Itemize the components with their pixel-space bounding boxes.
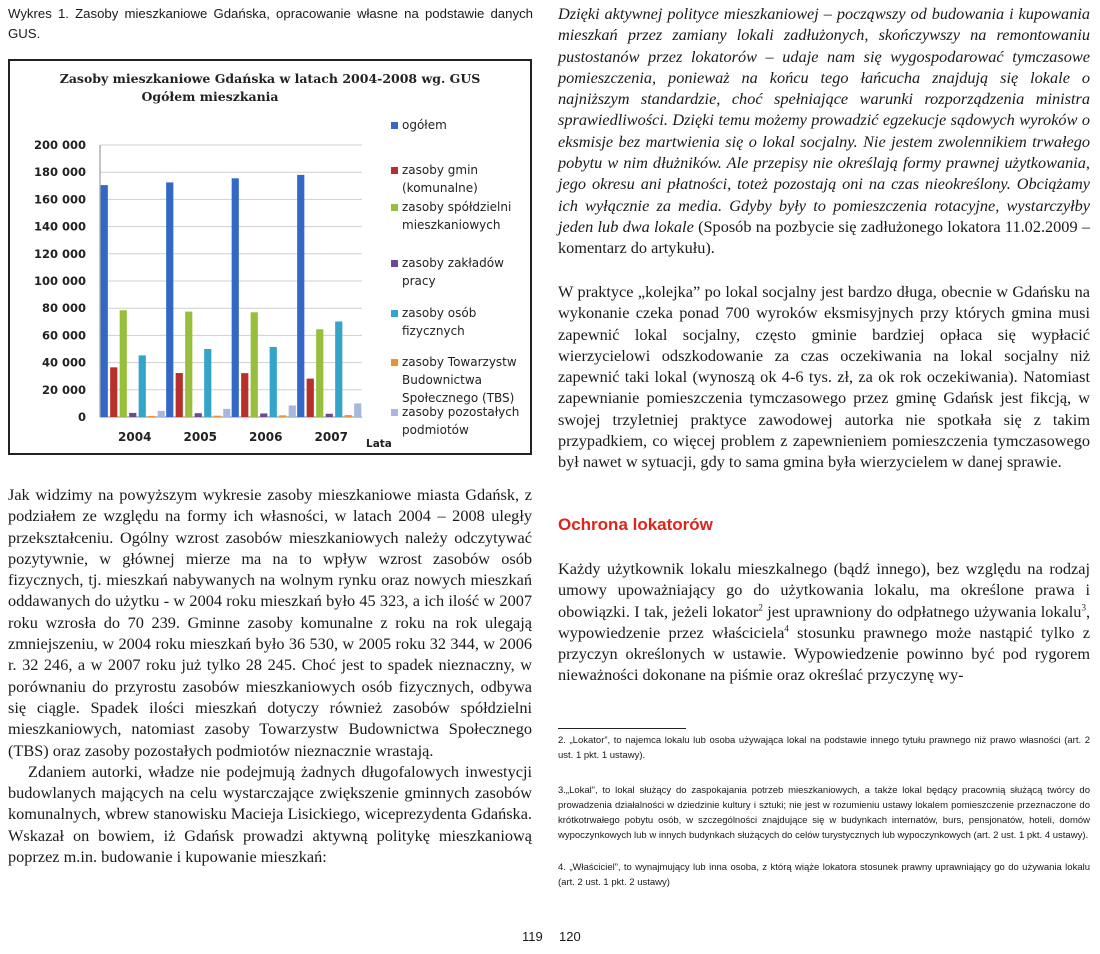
- legend-label: (komunalne): [402, 181, 478, 195]
- y-tick-label: 60 000: [41, 328, 86, 343]
- bar: [232, 178, 239, 417]
- x-tick-label: 2005: [183, 430, 217, 444]
- bar: [139, 355, 146, 417]
- left-body-text: [8, 484, 532, 867]
- quote-source: (Sposób na pozbycie się zadłużonego lokatora 11.02.2009 – komentarz do artykułu).: [558, 216, 1090, 258]
- y-tick-label: 180 000: [33, 165, 86, 180]
- quote-block: [558, 3, 1090, 259]
- legend-label: zasoby zakładów: [402, 256, 504, 270]
- chart-title: Zasoby mieszkaniowe Gdańska w latach 2004-2008 wg. GUS: [59, 71, 481, 86]
- footnote-ref-3: 3: [1081, 602, 1086, 613]
- y-tick-label: 40 000: [41, 355, 86, 370]
- bar: [326, 414, 333, 417]
- p2-text-d: stosunku prawnego może nastąpić tylko z przyczyn określonych w ustawie. Wypowiedzenie powinno być pod rygorem nieważności dokonane na piśmie oraz określać przyczynę wy-: [558, 622, 1090, 685]
- right-paragraph-1: W praktyce „kolejka” po lokal socjalny jest bardzo długa, obecnie w Gdańsku na wykonanie czeka ponad 700 wyroków eksmisyjnych przy których gmina musi zapewnić lokal socjalny, często gminie bardziej opłaca się wypłacić wierzycielowi odszkodowanie za czas oczekiwania na lokal socjalny niż zapewnić taki lokal (wynoszą ok 4-6 tys. zł, za ok rok oczekiwania). Natomiast zapewnianie pomieszczenia tymczasowego przez gminę Gdańsk jest fikcją, w swojej trzyletniej praktyce zawodowej autorka nie spotkała się z takim przypadkiem, co więcej problem z zapewnieniem pomieszczenia tymczasowego był nawet w sytuacji, gdy to sama gmina była wierzycielem w danej sprawie.: [558, 282, 1090, 472]
- bar: [110, 367, 117, 417]
- legend-label: Budownictwa: [402, 373, 483, 387]
- y-tick-label: 200 000: [33, 138, 86, 152]
- legend-label: ogółem: [402, 118, 447, 132]
- x-tick-label: 2007: [314, 430, 348, 444]
- bar: [354, 403, 361, 417]
- chart-caption: Wykres 1. Zasoby mieszkaniowe Gdańska, opracowanie własne na podstawie danych GUS.: [8, 6, 533, 41]
- legend-swatch: [391, 122, 398, 129]
- legend-label: zasoby gmin: [402, 163, 479, 177]
- legend-label: mieszkaniowych: [402, 218, 501, 232]
- footnote-3: 3.„Lokal”, to lokal służący do zaspokajania potrzeb mieszkaniowych, a także lokal będący pracownią służącą twórcy do prowadzenia działalności w dziedzinie kultury i sztuki; nie jest w rozumieniu ustawy lokalem pomieszczenie przeznaczone do krótkotrwałego pobytu osób, w szczególności znajdujące się w budynkach internatów, burs, pensjonatów, hoteli, domów wypoczynkowych lub w innych budynkach służących do celów turystycznych lub wypoczynkowych (art. 2 ust. 1 pkt. 4 ustawy).: [558, 785, 1090, 841]
- y-tick-label: 80 000: [41, 301, 86, 316]
- legend-label: fizycznych: [402, 324, 465, 338]
- legend-label: zasoby osób: [402, 306, 477, 320]
- page-number-right: 120: [559, 929, 581, 944]
- bar: [101, 185, 108, 417]
- x-tick-label: 2004: [118, 430, 152, 444]
- legend-swatch: [391, 409, 398, 416]
- p2-text-c: , wypowiedzenie przez właściciela: [558, 601, 1091, 642]
- bar: [335, 321, 342, 417]
- bar: [195, 413, 202, 417]
- bar: [214, 416, 221, 417]
- bar: [270, 347, 277, 417]
- bar: [297, 175, 304, 417]
- page-number-left: 119: [522, 929, 543, 944]
- bar: [176, 373, 183, 417]
- bar: [185, 312, 192, 417]
- bar: [251, 312, 258, 417]
- bar: [166, 182, 173, 417]
- bar: [316, 329, 323, 417]
- legend-label: pracy: [402, 274, 436, 288]
- legend-swatch: [391, 204, 398, 211]
- bar: [148, 416, 155, 417]
- right-page: [550, 0, 1100, 954]
- y-tick-label: 0: [77, 410, 86, 424]
- footnote-4: 4. „Właściciel”, to wynajmujący lub inna osoba, z którą wiąże lokatora stosunek prawny uprawniający go do używania lokalu (art. 2 ust. 1 pkt. 2 ustawy): [558, 862, 1090, 888]
- x-axis-label: Lata: [366, 438, 392, 450]
- y-tick-label: 100 000: [33, 274, 86, 288]
- legend-label: zasoby spółdzielni: [402, 200, 512, 214]
- p2-text-a: Każdy użytkownik lokalu mieszkalnego (bądź innego), bez względu na rodzaj umowy upoważniający go do użytkowania lokalu, ma określone prawa i obowiązki. I tak, jeżeli lokator: [558, 559, 1090, 621]
- chart-svg: [10, 61, 530, 453]
- bar: [289, 405, 296, 417]
- footnote-divider: [558, 728, 686, 729]
- bar: [223, 409, 230, 417]
- housing-chart: [8, 59, 532, 455]
- legend-label: Społecznego (TBS): [402, 391, 515, 405]
- legend-swatch: [391, 359, 398, 366]
- y-tick-label: 20 000: [41, 382, 86, 397]
- bar: [241, 373, 248, 417]
- y-tick-label: 120 000: [33, 246, 86, 261]
- legend-swatch: [391, 167, 398, 174]
- bar: [345, 415, 352, 417]
- footnote-ref-2: 2: [758, 602, 763, 613]
- bar: [307, 379, 314, 417]
- bar: [279, 415, 286, 417]
- legend-label: zasoby pozostałych: [402, 405, 520, 419]
- left-paragraph-1: Jak widzimy na powyższym wykresie zasoby mieszkaniowe miasta Gdańsk, z podziałem ze względu na formy ich własności, w latach 2004 – 2008 uległy przekształceniu. Ogólny wzrost zasobów mieszkaniowych należy odczytywać pozytywnie, w głównej mierze ma na to wpływ wzrost zasobów osób fizycznych, tj. mieszkań nabywanych na wolnym rynku oraz nowych mieszkań oddawanych do użytku - w 2004 roku mieszkań było 45 323, a ich ilość w 2007 roku wzrosła do 70 239. Gminne zasoby komunalne z roku na rok ulegają zmniejszeniu, w 2004 roku mieszkań było 36 530, w 2005 roku 32 344, w 2006 r. 32 246, a w 2007 roku już tylko 28 245. Choć jest to spadek nieznaczny, w porównaniu do przyrostu zasobów mieszkaniowych osób fizycznych, odbywa się ciągle. Spadek ilości mieszkań dotyczy również zasobów spółdzielni mieszkaniowych, natomiast zasoby Towarzystw Budownictwa Społecznego (TBS) oraz zasoby pozostałych podmiotów nieznacznie wrastają.: [8, 485, 532, 760]
- bar: [129, 413, 136, 417]
- footnote-ref-4: 4: [784, 623, 789, 634]
- legend-label: zasoby Towarzystw: [402, 355, 517, 369]
- left-paragraph-2: Zdaniem autorki, władze nie podejmują żadnych długofalowych inwestycji budowlanych mających na celu wystarczające zwiększenie gminnych zasobów komunalnych, wbrew stanowisku Macieja Lisickiego, wiceprezydenta Gdańska. Wskazał on bowiem, iż Gdańsk prowadzi aktywną politykę mieszkaniową poprzez m.in. budowanie i kupowanie mieszkań:: [8, 761, 532, 867]
- legend-swatch: [391, 310, 398, 317]
- p2-text-b: jest uprawniony do odpłatnego używania lokalu: [762, 601, 1082, 621]
- chart-subtitle: Ogółem mieszkania: [141, 89, 279, 104]
- section-heading: Ochrona lokatorów: [558, 515, 713, 534]
- legend-label: podmiotów: [402, 423, 469, 437]
- legend-swatch: [391, 260, 398, 267]
- right-paragraph-2: [558, 558, 1090, 686]
- bar: [120, 310, 127, 417]
- quote-italic-text: Dzięki aktywnej polityce mieszkaniowej – począwszy od budowania i kupowania mieszkań przez zamiany lokali zadłużonych, skończywszy na remontowaniu pustostanów przez lokatorów – udaje nam się wygospodarować tymczasowe pomieszczenia, ponieważ na końcu tego łańcucha znajdują się lokale o najniższym standardzie, choć spełniające warunki rozporządzenia ministra sprawiedliwości. Dzięki temu możemy prowadzić egzekucje sądowych wyroków o eksmisje bez martwienia się o lokal socjalny. Nie jestem zwolennikiem trwałego pobytu w nim dłużników. Ale przepisy nie określają formy prawnej użytkowania, jego okresu ani płatności, toteż pozostają oni na czas nieokreślony. Obciążamy ich wyłącznie za media. Gdyby były to pomieszczenia rotacyjne, wystarczyłby jeden lub dwa lokale: [558, 4, 1090, 236]
- y-tick-label: 160 000: [33, 192, 86, 207]
- footnote-2: 2. „Lokator”, to najemca lokalu lub osoba używająca lokal na podstawie innego tytułu prawnego niż prawo własności (art. 2 ust. 1 pkt. 1 ustawy).: [558, 735, 1090, 761]
- y-tick-label: 140 000: [33, 219, 86, 234]
- bar: [260, 413, 267, 417]
- x-tick-label: 2006: [249, 430, 283, 444]
- bar: [158, 411, 165, 417]
- bar: [204, 349, 211, 417]
